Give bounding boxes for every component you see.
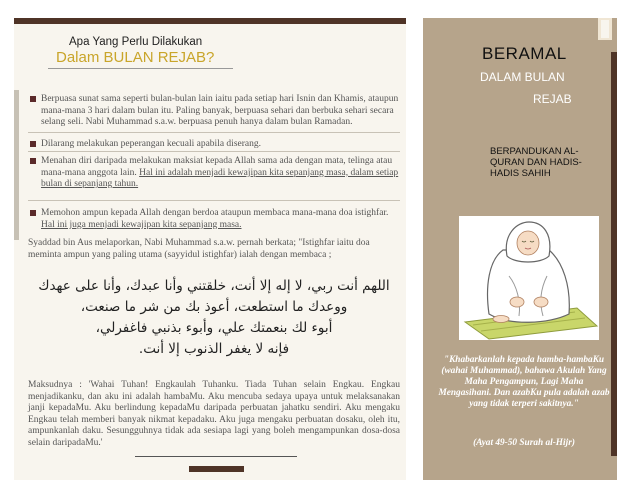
top-decor-bar [14,18,406,24]
arabic-prayer [30,276,398,360]
bullet-restrain [30,156,400,191]
bullet-text-wrap [30,156,400,191]
bullet-text-wrap [30,208,400,231]
bottom-rule [135,456,297,457]
bullet-underlined-text: Hal ini juga menjadi kewajipan kita sepanjang masa. [41,219,242,230]
left-decor-stripe [14,90,19,240]
divider [28,151,400,152]
right-top-decor-inner [601,20,609,38]
bullet-square-icon [30,158,36,164]
right-decor-bar [611,52,617,456]
cover-subheading: DALAM BULAN [480,70,565,84]
bullet-fasting [30,94,400,129]
bullet-text: Memohon ampun kepada Allah dengan berdoa ataupun membaca mana-mana doa istighfar. [41,208,389,218]
title-underline [48,68,233,69]
cover-heading: BERAMAL [482,44,567,63]
title-main: Dalam BULAN REJAB? [56,49,215,66]
hadith-intro: Syaddad bin Aus melaporkan, Nabi Muhammad s.a.w. pernah berkata; "Istighfar iaitu doa meminta ampun yang paling utama (sayyidul istighfar) ialah dengan membaca ; [28,238,370,260]
bullet-text: Dilarang melakukan peperangan kecuali apabila diserang. [41,139,261,149]
bullet-no-war [30,139,400,151]
bullet-square-icon [30,96,36,102]
divider [28,132,400,133]
cover-subheading-rejab: REJAB [533,92,572,106]
quran-quote: "Khabarkanlah kepada hamba-hambaKu (wahai Muhammad), bahawa Akulah Yang Maha Pengampun, Lagi Maha Mengasihani. Dan azabKu pula adalah azab yang tidak terperi sakitnya." [438,355,610,409]
cover-guide-text: BERPANDUKAN AL-QURAN DAN HADIS-HADIS SAHIH [490,146,582,179]
arabic-line: ووعدك ما استطعت، أعوذ بك من شر ما صنعت، [80,299,348,315]
bullet-square-icon [30,210,36,216]
praying-girl-illustration [459,216,599,340]
bullet-text: Menahan diri daripada melakukan maksiat kepada Allah sama ada dengan mata, telinga atau mana-mana anggota lain. [41,156,393,178]
arabic-line: فإنه لا يغفر الذنوب إلا أنت. [138,341,290,357]
prayer-meaning: Maksudnya : 'Wahai Tuhan! Engkaulah Tuhanku. Tiada Tuhan selain Engkau. Engkau menjadikanku, dan aku ini adalah hambaMu. Aku mencuba sedaya upaya untuk melaksanakan janji kepadaMu. Aku berlindung kepadaMu daripada perbuatan jahatku sendiri. Aku mengaku Engkau telah memberi banyak nikmat kepadaku. Aku juga mengaku perbuatan dosaku, oleh itu, ampunkanlah daku. Sesungguhnya tidak ada sesiapa lagi yang boleh mengampunkan dosa-dosa selain daripadaMu.' [28,380,400,448]
divider [28,200,400,201]
title-small: Apa Yang Perlu Dilakukan [69,36,203,48]
quran-quote-reference: (Ayat 49-50 Surah al-Hijr) [473,438,575,448]
bullet-istighfar [30,208,400,231]
arabic-line: أبوء لك بنعمتك علي، وأبوء بذنبي فاغفرلي، [95,320,333,336]
bottom-decor-bar [189,466,244,472]
arabic-line: اللهم أنت ربي، لا إله إلا أنت، خلقتني وأنا عبدك، وأنا على عهدك [38,278,390,294]
bullet-underlined-text: Hal ini adalah menjadi kewajipan kita sepanjang masa, dalam setiap bulan di sepanjang tahun. [41,167,399,190]
bullet-square-icon [30,141,36,147]
bullet-text: Berpuasa sunat sama seperti bulan-bulan lain iaitu pada setiap hari Isnin dan Khamis, ataupun mana-mana 3 hari dalam bulan itu. Paling banyak, berpuasa sehari dan berbuka sehari secara selang seli. Nabi Muhammad s.a.w. berpuasa penuh hanya dalam bulan Ramadan. [41,94,399,128]
